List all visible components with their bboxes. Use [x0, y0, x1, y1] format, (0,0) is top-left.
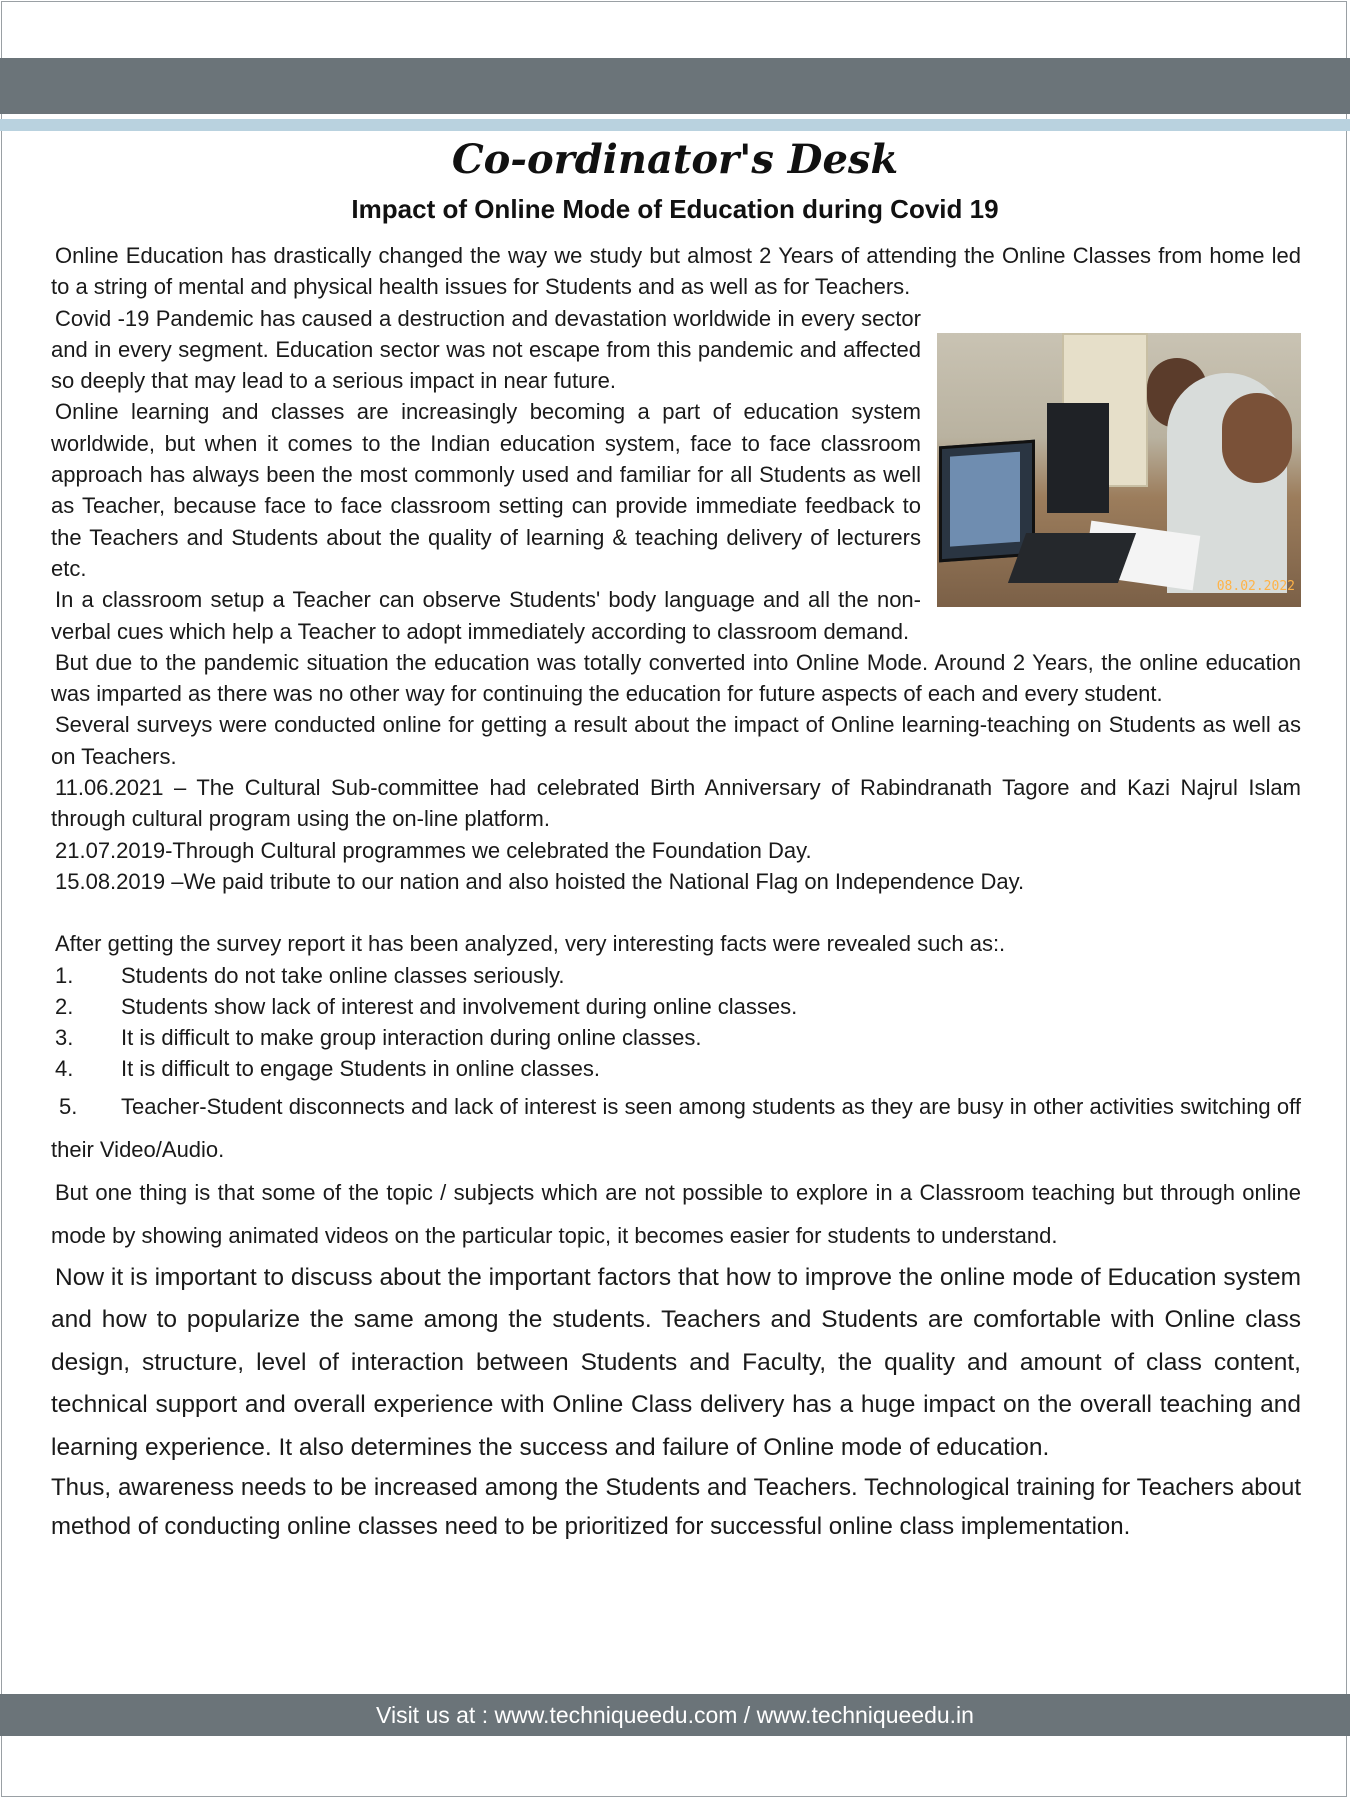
- event-entry: 15.08.2019 –We paid tribute to our nation and also hoisted the National Flag on Independence Day.: [55, 868, 1025, 894]
- footer-band: [0, 1694, 1350, 1736]
- closing-paragraph: Thus, awareness needs to be increased among the Students and Teachers. Technological training for Teachers about method of conducting online classes need to be prioritized for successful online class implementation.: [51, 1474, 1301, 1540]
- list-item: 2. Students show lack of interest and involvement during online classes.: [55, 993, 798, 1019]
- list-item: 4. It is difficult to engage Students in online classes.: [55, 1056, 600, 1082]
- paragraph-text: Online Education has drastically changed the way we study but almost 2 Years of attending the Online Classes from home led to a string of mental and physical health issues for Students and as well as for Teachers.: [51, 243, 1301, 300]
- paragraph: Several surveys were conducted online for getting a result about the impact of Online learning-teaching on Students as well as on Teachers.: [51, 712, 1301, 769]
- list-item: 1. Students do not take online classes seriously.: [55, 962, 565, 988]
- list-item: 3. It is difficult to make group interaction during online classes.: [55, 1025, 702, 1051]
- article-body: [51, 240, 1301, 1546]
- header-band: [0, 58, 1350, 114]
- paragraph: But one thing is that some of the topic / subjects which are not possible to explore in a Classroom teaching but through online mode by showing animated videos on the particular topic, it becomes easier for students to understand.: [51, 1179, 1301, 1248]
- paragraph: Now it is important to discuss about the important factors that how to improve the online mode of Education system and how to popularize the same among the students. Teachers and Students are comfortable with Online class design, structure, level of interaction between Students and Faculty, the quality and amount of class content, technical support and overall experience with Online Class delivery has a huge impact on the overall teaching and learning experience. It also determines the success and failure of Online mode of education.: [51, 1263, 1301, 1461]
- paragraph: Covid -19 Pandemic has caused a destruction and devastation worldwide in every sector and in every segment. Education sector was not escape from this pandemic and affected so deeply that may lead to a serious impact in near future.: [51, 305, 921, 394]
- event-entry: 21.07.2019-Through Cultural programmes we celebrated the Foundation Day.: [55, 837, 812, 863]
- footer-website-link[interactable]: Visit us at : www.techniqueedu.com / www.techniqueedu.in: [376, 1701, 974, 1728]
- survey-findings-list: [51, 960, 1301, 1085]
- article-title: Impact of Online Mode of Education during Covid 19: [351, 194, 999, 224]
- paragraph: [51, 240, 1301, 303]
- page-title: Co-ordinator's Desk: [451, 136, 899, 183]
- list-item: 5. Teacher-Student disconnects and lack of interest is seen among students as they are busy in other activities switching off their Video/Audio.: [51, 1093, 1301, 1162]
- photo-date-stamp: 08.02.2022: [1216, 579, 1295, 595]
- paragraph: But due to the pandemic situation the education was totally converted into Online Mode. Around 2 Years, the online education was imparted as there was no other way for continuing the education for future aspects of each and every student.: [51, 649, 1301, 707]
- header-accent-band: [0, 119, 1350, 131]
- paragraph: In a classroom setup a Teacher can observe Students' body language and all the non-verbal cues which help a Teacher to adopt immediately according to classroom demand.: [51, 587, 921, 644]
- paragraph: Online learning and classes are increasingly becoming a part of education system worldwide, but when it comes to the Indian education system, face to face classroom approach has always been the most commonly used and familiar for all Students as well as Teacher, because face to face classroom setting can provide immediate feedback to the Teachers and Students about the quality of learning & teaching delivery of lecturers etc.: [51, 399, 921, 581]
- classroom-photo: [937, 333, 1301, 607]
- event-entry: 11.06.2021 – The Cultural Sub-committee had celebrated Birth Anniversary of Rabindranath Tagore and Kazi Najrul Islam through cultural program using the on-line platform.: [51, 775, 1301, 832]
- survey-intro: After getting the survey report it has been analyzed, very interesting facts were revealed such as:.: [55, 931, 1006, 957]
